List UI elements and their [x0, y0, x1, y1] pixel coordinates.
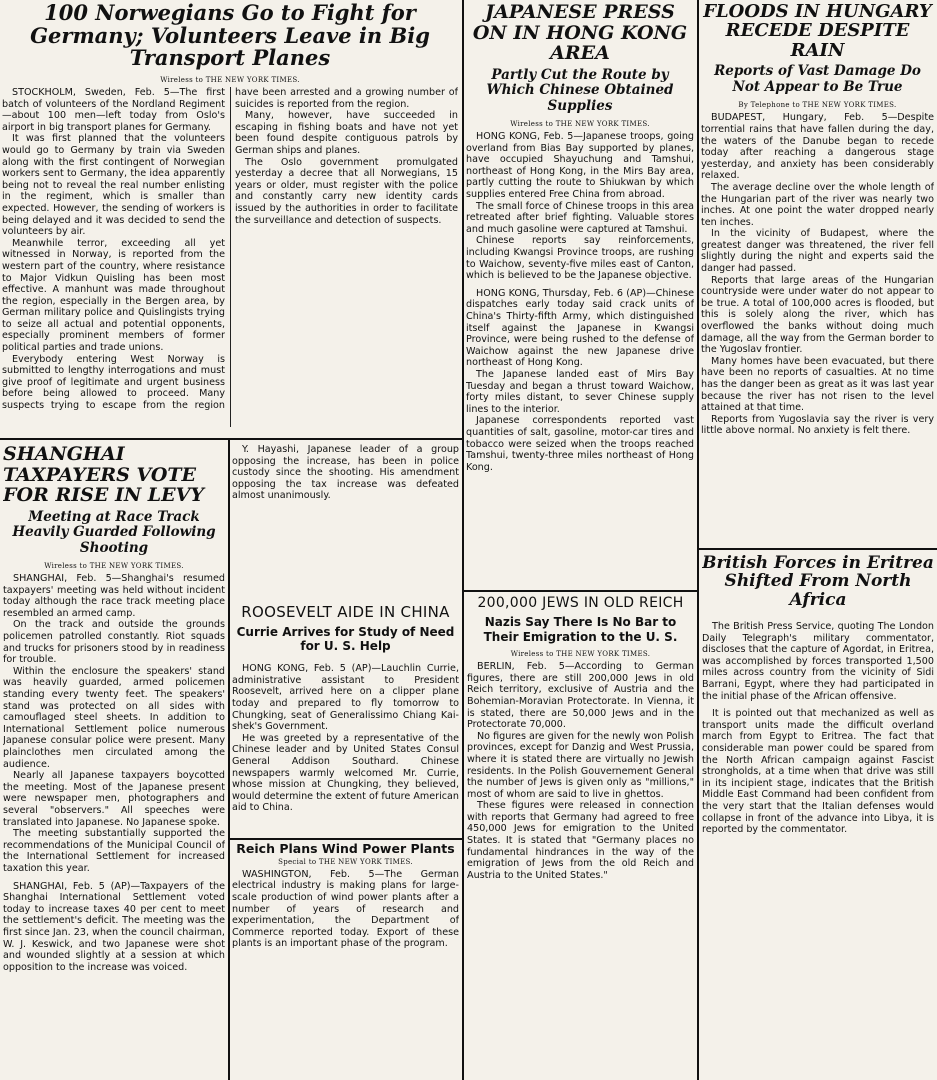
paragraph: BERLIN, Feb. 5—According to German figures, there are still 200,000 Jews in old Reich territory, exclusive of Austria and the Bohemian-Moravian Protectorate. In Vienna, it is stated, there are 50,000 Jews and in the Protectorate 70,000. [467, 661, 694, 731]
paragraph: HONG KONG, Feb. 5—Japanese troops, going overland from Bias Bay supported by planes, have occupied Shayuchung and Tamshui, northeast of Hong Kong, in the Mirs Bay area, partly cutting the route to Shiukwan by which supplies entered Free China from abroad. [466, 131, 694, 201]
paragraph: Many, however, have succeeded in escaping in fishing boats and have not yet been found despite contiguous patrols by German ships and planes. [235, 110, 458, 156]
subheadline: Reports of Vast Damage Do Not Appear to Be True [714, 63, 921, 95]
headline: ROOSEVELT AIDE IN CHINA [241, 604, 450, 621]
credit-line: Wireless to THE NEW YORK TIMES. [160, 76, 300, 85]
headline: SHANGHAI TAXPAYERS VOTE FOR RISE IN LEVY [3, 444, 204, 507]
paragraph: Everybody entering West Norway is submitted to lengthy interrogations and must give proof of legitimate and urgent business before being allowed to proceed. Many suspects trying to escape from the region have been arrested and a growing number of suicides is reported from the region. [2, 87, 458, 412]
subheadline: Meeting at Race Track Heavily Guarded Following Shooting [12, 508, 216, 556]
paragraph: The Oslo government promulgated yesterday a decree that all Norwegians, 15 years or older, must register with the police and constantly carry new identity cards issued by the authorities in order to facilitate the surveillance and detection of suspects. [235, 156, 458, 226]
paragraph: BUDAPEST, Hungary, Feb. 5—Despite torrential rains that have fallen during the day, the waters of the Danube began to recede today after reaching a dangerous stage yesterday, and anxiety has been considerably relaxed. [701, 112, 934, 182]
credit-line: By Telephone to THE NEW YORK TIMES. [738, 101, 897, 110]
paragraph: In the vicinity of Budapest, where the greatest danger was threatened, the river fell slightly during the night and experts said the danger had passed. [701, 228, 934, 275]
paragraph: Y. Hayashi, Japanese leader of a group opposing the increase, has been in police custody since the shooting. His amendment opposing the tax increase was defeated almost unanimously. [232, 444, 459, 502]
paragraph: It was first planned that the volunteers would go to Germany by train via Sweden along with the first contingent of Norwegian workers sent to Germany, the idea apparently being not to reveal the real number enlisting in the regiment, which is smaller than expected. However, the sending of workers is being delayed and it was decided to send the volunteers by air. [2, 133, 225, 238]
paragraph: These figures were released in connection with reports that Germany had agreed to free 450,000 Jews for emigration to the United States. It is stated that "Germany places no fundamental hindrances in the way of the emigration of Jews from the old Reich and Austria to the United States." [467, 800, 694, 881]
paragraph: No figures are given for the newly won Polish provinces, except for Danzig and West Prussia, where it is stated there are virtually no Jewish residents. In the Polish Gouvernement General the number of Jews is given only as "millions," most of whom are said to live in ghettos. [467, 730, 694, 800]
headline: 200,000 JEWS IN OLD REICH [477, 596, 684, 611]
paragraph: SHANGHAI, Feb. 5 (AP)—Taxpayers of the Shanghai International Settlement voted today to increase taxes 40 per cent to meet the settlement's deficit. The meeting was the first since Jan. 23, when the council chairman, W. J. Keswick, and two Japanese were shot and wounded slightly at a session at which opposition to the increase was voiced. [3, 880, 225, 973]
paragraph: Many homes have been evacuated, but there have been no reports of casualties. At no time has the danger been as great as it was last year because the river has not risen to the level attained at that time. [701, 355, 934, 414]
paragraph: Meanwhile terror, exceeding all yet witnessed in Norway, is reported from the western part of the country, where resistance to Major Vidkun Quisling has been most effective. A manhunt was made throughout the region, especially in the Bergen area, by German military police and Quislingists trying to seize all actual and potential opponents, especially prominent members of former political parties and trade unions. [2, 237, 225, 354]
subheadline: Partly Cut the Route by Which Chinese Obtained Supplies [486, 66, 674, 114]
paragraph: Nearly all Japanese taxpayers boycotted the meeting. Most of the Japanese present were newspaper men, photographers and several "observers." All speeches were translated into Japanese. No Japanese spoke. [3, 770, 225, 828]
paragraph: The British Press Service, quoting The London Daily Telegraph's military commentator, discloses that the capture of Agordat, in Eritrea, was accomplished by forces transported 1,500 miles across country from the vicinity of Sidi Barrani, Egypt, where they had participated in the initial phase of the African offensive. [702, 621, 934, 702]
headline: Reich Plans Wind Power Plants [236, 842, 455, 856]
credit-line: Wireless to THE NEW YORK TIMES. [510, 650, 651, 659]
paragraph: The small force of Chinese troops in this area retreated after brief fighting. Valuable stores and much gasoline were captured at Tamshui. [466, 200, 694, 235]
paragraph: Within the enclosure the speakers' stand was heavily guarded, armed policemen standing every twenty feet. The speakers' stand was protected on all sides with camouflaged steel sheets. In addition to International Settlement police numerous Japanese consular police were present. Many plainclothes men circulated among the audience. [3, 665, 225, 770]
credit-line: Special to THE NEW YORK TIMES. [278, 857, 413, 866]
subheadline: Currie Arrives for Study of Need for U. S. Help [236, 624, 455, 653]
headline: 100 Norwegians Go to Fight for Germany; Volunteers Leave in Big Transport Planes [30, 2, 430, 71]
headline: FLOODS IN HUNGARY RECEDE DESPITE RAIN [703, 2, 932, 61]
paragraph: On the track and outside the grounds policemen patrolled constantly. Riot squads and trucks for prisoners stood by in readiness for trouble. [3, 619, 225, 666]
paragraph: Reports from Yugoslavia say the river is very little above normal. No anxiety is felt there. [701, 413, 934, 437]
article-norwegians [2, 2, 458, 434]
article-reich-wind-power [232, 842, 459, 1078]
article-hong-kong [466, 2, 694, 586]
credit-line: Wireless to THE NEW YORK TIMES. [510, 120, 650, 129]
column-rule [462, 0, 464, 1080]
subheadline: Nazis Say There Is No Bar to Their Emigration to the U. S. [483, 615, 678, 644]
section-rule [0, 438, 462, 440]
credit-line: Wireless to THE NEW YORK TIMES. [44, 562, 184, 571]
paragraph: It is pointed out that mechanized as well as transport units made the difficult overland march from Egypt to Eritrea. The fact that considerable man power could be spared from the North African campaign against Fascist strongholds, at a time when that drive was still in its incipient stage, indicates that the British Middle East Command had been confident from the very start that the Italian defenses would collapse in front of the advance into Libya, it is reported by the commentator. [702, 708, 934, 836]
article-shanghai-continued [232, 444, 459, 600]
paragraph: STOCKHOLM, Sweden, Feb. 5—The first batch of volunteers of the Nordland Regiment—about 100 men—left today from Oslo's airport in big transport planes for Germany. [2, 87, 225, 133]
paragraph: Chinese reports say reinforcements, including Kwangsi Province troops, are rushing to Waichow, seventy-five miles east of Canton, which is believed to be the Japanese objective. [466, 235, 694, 282]
article-eritrea [702, 554, 934, 1078]
column-rule [228, 440, 230, 1080]
article-roosevelt-aide [232, 604, 459, 834]
paragraph: HONG KONG, Thursday, Feb. 6 (AP)—Chinese dispatches early today said crack units of China's Thirty-fifth Army, which distinguished itself against the Japanese in Kwangsi Province, were being rushed to the defense of Waichow against the new Japanese drive northeast of Hong Kong. [466, 287, 694, 369]
paragraph: Japanese correspondents reported vast quantities of salt, gasoline, motor-car tires and tobacco were seized when the troops reached Tamshui, twenty-three miles northeast of Hong Kong. [466, 415, 694, 473]
paragraph: The average decline over the whole length of the Hungarian part of the river was nearly two inches. At one point the water dropped nearly ten inches. [701, 181, 934, 228]
column-rule [697, 0, 699, 1080]
paragraph: SHANGHAI, Feb. 5—Shanghai's resumed taxpayers' meeting was held without incident today although the race track meeting place resembled an armed camp. [3, 573, 225, 619]
article-body [2, 87, 458, 427]
paragraph: He was greeted by a representative of the Chinese leader and by United States Consul General Addison Southard. Chinese newspapers warmly welcomed Mr. Currie, whose mission at Chungking, they believed, would determine the extent of future American aid to China. [232, 732, 459, 814]
article-shanghai [3, 444, 225, 1078]
article-jews-old-reich [467, 596, 694, 1078]
section-rule [698, 548, 937, 550]
section-rule [463, 590, 697, 592]
article-hungary-floods [701, 2, 934, 544]
headline: British Forces in Eritrea Shifted From North Africa [702, 554, 934, 610]
paragraph: WASHINGTON, Feb. 5—The German electrical industry is making plans for large-scale production of wind power plants after a number of years of research and experimentation, the Department of Commerce reported today. Export of these plants is an important phase of the program. [232, 868, 459, 950]
paragraph: The meeting substantially supported the recommendations of the Municipal Council of the International Settlement for increased taxation this year. [3, 828, 225, 874]
paragraph: Reports that large areas of the Hungarian countryside were under water do not appear to be true. A total of 100,000 acres is flooded, but this is solely along the river, which has overflowed the banks without doing much damage, all the way from the German border to the Yugoslav frontier. [701, 274, 934, 356]
section-rule [229, 838, 462, 840]
paragraph: The Japanese landed east of Mirs Bay Tuesday and began a thrust toward Waichow, forty miles distant, to sever Chinese supply lines to the interior. [466, 368, 694, 415]
paragraph: HONG KONG, Feb. 5 (AP)—Lauchlin Currie, administrative assistant to President Roosevelt, arrived here on a clipper plane today and prepared to fly tomorrow to Chungking, seat of Generalissimo Chiang Kai-shek's Government. [232, 663, 459, 733]
headline: JAPANESE PRESS ON IN HONG KONG AREA [472, 2, 688, 65]
